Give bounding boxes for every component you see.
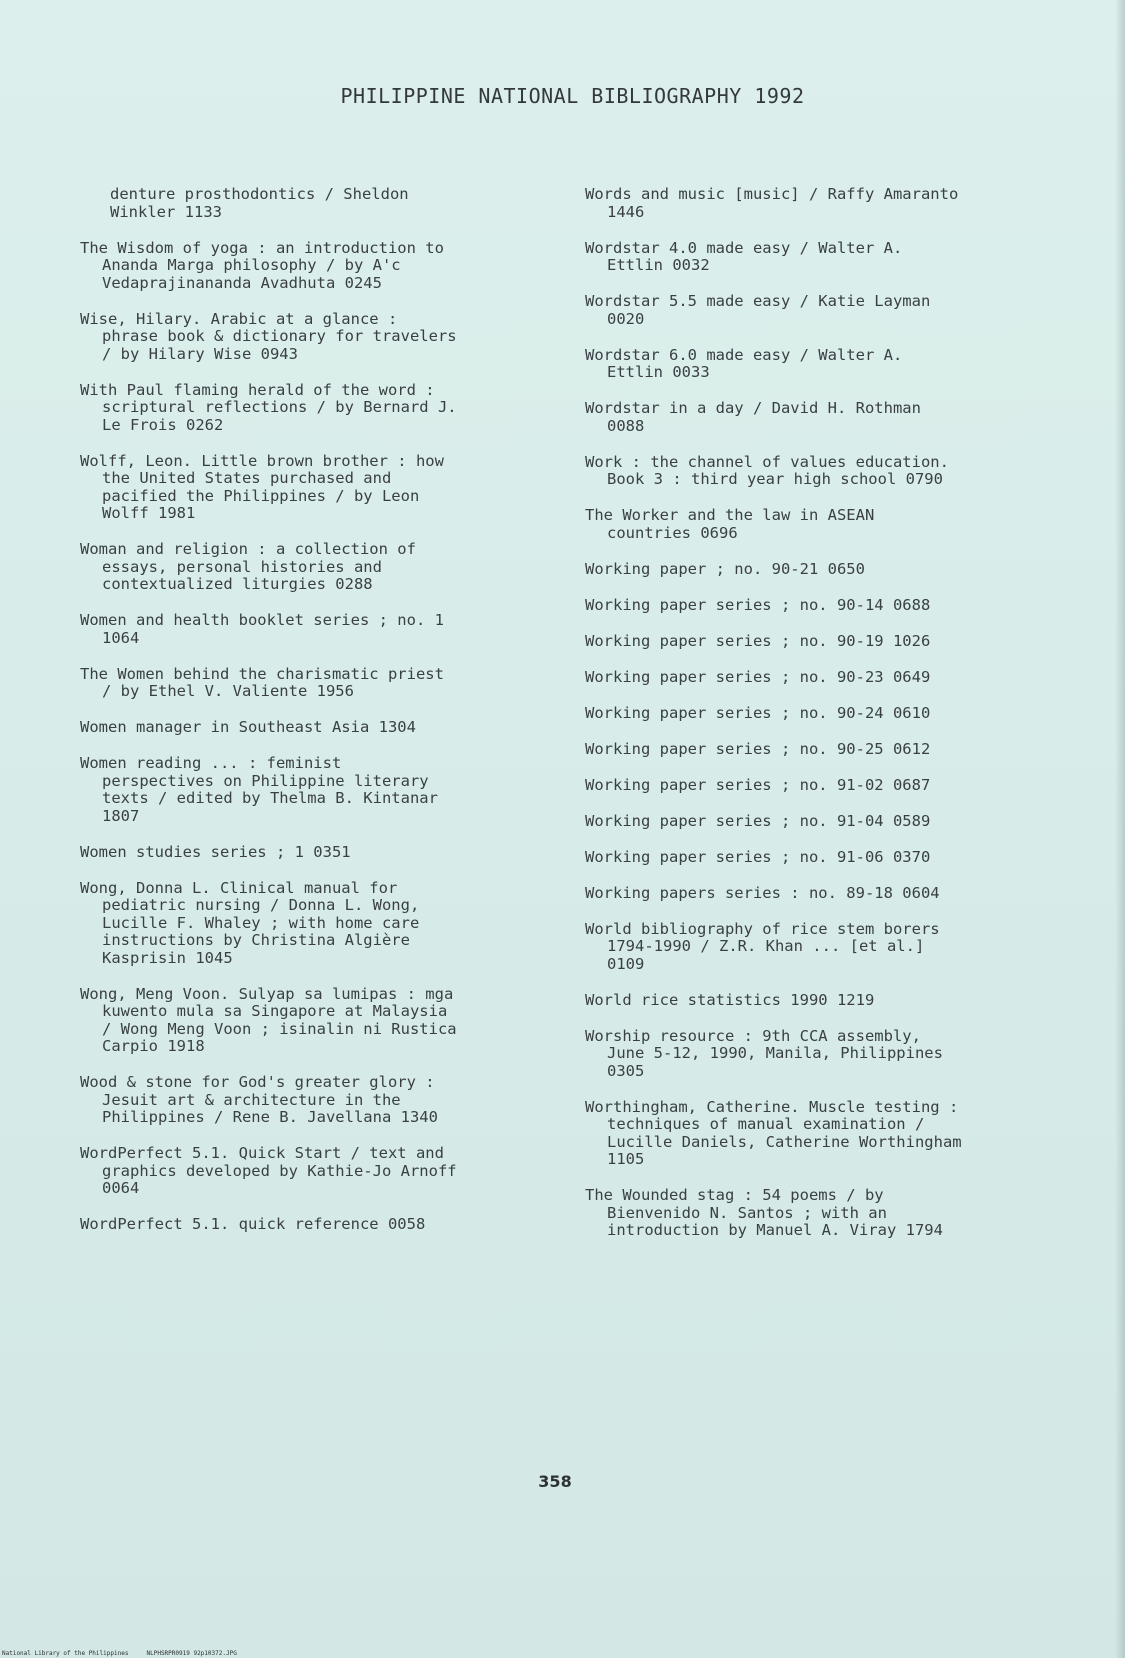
bibliography-entry: Worthingham, Catherine. Muscle testing : techniques of manual examination / Lucille Daniels, Catherine Worthingham 1105 bbox=[585, 1097, 962, 1168]
scan-credit: National Library of the Philippines NLPHSRPR0919 92p10372.JPG bbox=[2, 1650, 237, 1657]
bibliography-entry: Words and music [music] / Raffy Amaranto 1446 bbox=[585, 185, 959, 221]
bibliography-entry: Working paper series ; no. 90-14 0688 bbox=[585, 595, 931, 614]
bibliography-entry: Woman and religion : a collection of essays, personal histories and contextualized liturgies 0288 bbox=[80, 540, 416, 593]
bibliography-entry: Wise, Hilary. Arabic at a glance : phrase book & dictionary for travelers / by Hilary Wise 0943 bbox=[80, 309, 457, 363]
bibliography-entry: Women manager in Southeast Asia 1304 bbox=[80, 718, 416, 736]
bibliography-entry: Wood & stone for God's greater glory : Jesuit art & architecture in the Philippines / Rene B. Javellana 1340 bbox=[80, 1073, 438, 1126]
bibliography-entry: The Worker and the law in ASEAN countries 0696 bbox=[585, 506, 875, 542]
page-number: 358 bbox=[538, 1472, 572, 1491]
bibliography-entry: With Paul flaming herald of the word : scriptural reflections / by Bernard J. Le Frois 0262 bbox=[80, 380, 457, 434]
bibliography-entry: World rice statistics 1990 1219 bbox=[585, 990, 875, 1009]
left-column bbox=[80, 186, 550, 1252]
bibliography-entry: The Wounded stag : 54 poems / by Bienvenido N. Santos ; with an introduction by Manuel A. Viray 1794 bbox=[585, 1186, 943, 1239]
bibliography-entry: WordPerfect 5.1. Quick Start / text and graphics developed by Kathie-Jo Arnoff 0064 bbox=[80, 1144, 457, 1197]
bibliography-entry: The Women behind the charismatic priest / by Ethel V. Valiente 1956 bbox=[80, 664, 444, 700]
bibliography-entry: Wolff, Leon. Little brown brother : how the United States purchased and pacified the Philippines / by Leon Wolff 1981 bbox=[80, 451, 444, 522]
bibliography-entry: Wong, Meng Voon. Sulyap sa lumipas : mga kuwento mula sa Singapore at Malaysia / Wong Meng Voon ; isinalin ni Rustica Carpio 1918 bbox=[80, 984, 457, 1055]
right-column bbox=[585, 186, 1055, 1258]
bibliography-entry: Working paper series ; no. 91-02 0687 bbox=[585, 775, 931, 794]
bibliography-entry: Work : the channel of values education. Book 3 : third year high school 0790 bbox=[585, 452, 949, 488]
bibliography-entry: WordPerfect 5.1. quick reference 0058 bbox=[80, 1215, 426, 1233]
bibliography-entry: Wordstar 6.0 made easy / Walter A. Ettlin 0033 bbox=[585, 345, 903, 381]
bibliography-entry: Women studies series ; 1 0351 bbox=[80, 842, 351, 861]
bibliography-entry: Working paper series ; no. 90-19 1026 bbox=[585, 631, 931, 650]
bibliography-entry: Working paper series ; no. 90-24 0610 bbox=[585, 703, 931, 722]
bibliography-entry: Working paper series ; no. 90-23 0649 bbox=[585, 667, 931, 686]
bibliography-entry: Working paper series ; no. 90-25 0612 bbox=[585, 739, 931, 758]
bibliography-entry: Wordstar 4.0 made easy / Walter A. Ettlin 0032 bbox=[585, 238, 903, 274]
bibliography-entry: Wordstar in a day / David H. Rothman 0088 bbox=[585, 399, 921, 435]
bibliography-entry: Wong, Donna L. Clinical manual for pediatric nursing / Donna L. Wong, Lucille F. Whaley ; with home care instructions by Christina Algière Kasprisin 1045 bbox=[80, 878, 420, 967]
bibliography-entry: Working paper series ; no. 91-06 0370 bbox=[585, 847, 931, 866]
bibliography-entry: The Wisdom of yoga : an introduction to Ananda Marga philosophy / by A'c Vedaprajinananda Avadhuta 0245 bbox=[80, 238, 444, 292]
bibliography-entry: Women reading ... : feminist perspectives on Philippine literary texts / edited by Thelma B. Kintanar 1807 bbox=[80, 754, 438, 825]
bibliography-entry: denture prosthodontics / Sheldon Winkler 1133 bbox=[110, 185, 409, 221]
bibliography-entry: Wordstar 5.5 made easy / Katie Layman 0020 bbox=[585, 292, 931, 328]
bibliography-entry: Working paper series ; no. 91-04 0589 bbox=[585, 811, 931, 830]
page-edge-shadow bbox=[1115, 0, 1125, 1658]
page-title: PHILIPPINE NATIONAL BIBLIOGRAPHY 1992 bbox=[340, 84, 805, 108]
bibliography-entry: Working paper ; no. 90-21 0650 bbox=[585, 559, 865, 578]
bibliography-entry: Worship resource : 9th CCA assembly, June 5-12, 1990, Manila, Philippines 0305 bbox=[585, 1026, 943, 1080]
bibliography-entry: Women and health booklet series ; no. 1 1064 bbox=[80, 611, 444, 647]
bibliography-entry: Working papers series : no. 89-18 0604 bbox=[585, 883, 940, 902]
bibliography-entry: World bibliography of rice stem borers 1794-1990 / Z.R. Khan ... [et al.] 0109 bbox=[585, 919, 940, 973]
